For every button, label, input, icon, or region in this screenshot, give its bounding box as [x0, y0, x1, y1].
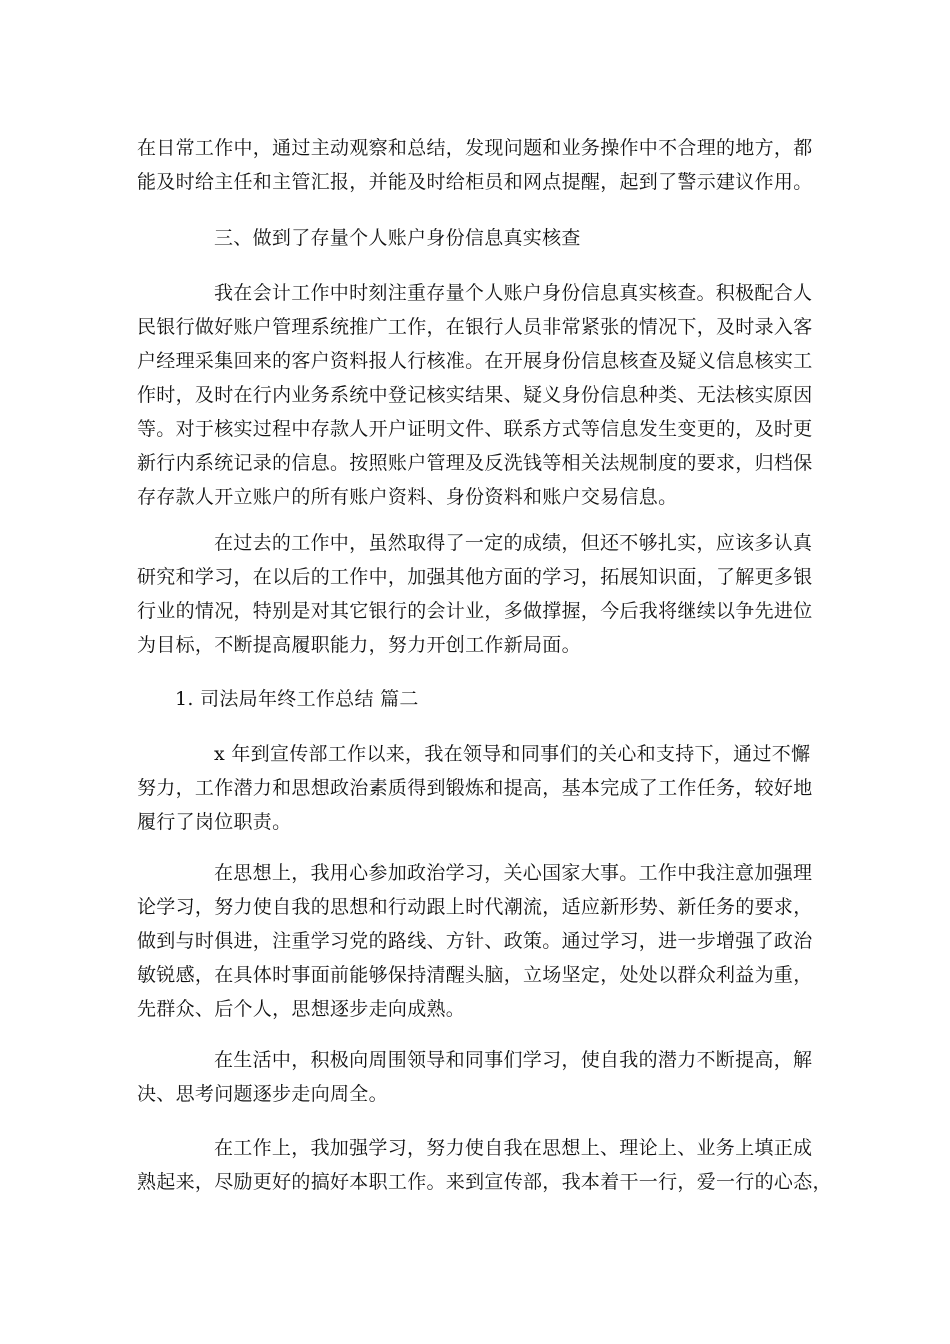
text-line: 履行了岗位职责。 [137, 811, 292, 833]
text-line: 敏锐感，在具体时事面前能够保持清醒头脑，立场坚定，处处以群众利益为重， [137, 964, 813, 986]
heading-text: 1. 司法局年终工作总结 篇二 [175, 688, 419, 710]
text-line: 户经理采集回来的客户资料报人行核准。在开展身份信息核查及疑义信息核实工 [137, 350, 813, 372]
paragraph-past-work [137, 526, 827, 662]
heading-text: 三、做到了存量个人账户身份信息真实核查 [214, 227, 581, 249]
text-line: x 年到宣传部工作以来，我在领导和同事们的关心和支持下，通过不懈 [214, 743, 811, 765]
text-line: 等。对于核实过程中存款人开户证明文件、联系方式等信息发生变更的，及时更 [137, 418, 813, 440]
paragraph-daily-work [137, 131, 827, 199]
text-line: 民银行做好账户管理系统推广工作，在银行人员非常紧张的情况下，及时录入客 [137, 316, 813, 338]
text-line: 决、思考问题逐步走向周全。 [137, 1083, 388, 1105]
section-heading-part-two [137, 682, 827, 716]
text-line: 先群众、后个人，思想逐步走向成熟。 [137, 998, 466, 1020]
text-line: 行业的情况，特别是对其它银行的会计业，多做撑握，今后我将继续以争先进位 [137, 600, 813, 622]
text-line: 做到与时俱进，注重学习党的路线、方针、政策。通过学习，进一步增强了政治 [137, 930, 813, 952]
text-line: 努力，工作潜力和思想政治素质得到锻炼和提高，基本完成了工作任务，较好地 [137, 777, 813, 799]
text-line: 作时，及时在行内业务系统中登记核实结果、疑义身份信息种类、无法核实原因 [137, 384, 813, 406]
section-heading-three [137, 221, 827, 255]
paragraph-ideology [137, 856, 827, 1026]
text-line: 在生活中，积极向周围领导和同事们学习，使自我的潜力不断提高，解 [214, 1049, 813, 1071]
text-line: 论学习，努力使自我的思想和行动跟上时代潮流，适应新形势、新任务的要求， [137, 896, 813, 918]
text-line: 在日常工作中，通过主动观察和总结，发现问题和业务操作中不合理的地方，都 [137, 137, 813, 159]
text-line: 新行内系统记录的信息。按照账户管理及反洗钱等相关法规制度的要求，归档保 [137, 452, 813, 474]
text-line: 存存款人开立账户的所有账户资料、身份资料和账户交易信息。 [137, 486, 678, 508]
text-line: 为目标，不断提高履职能力，努力开创工作新局面。 [137, 634, 581, 656]
paragraph-propaganda-intro [137, 737, 827, 839]
text-line: 在思想上，我用心参加政治学习，关心国家大事。工作中我注意加强理 [214, 862, 813, 884]
paragraph-life [137, 1043, 827, 1111]
text-line: 研究和学习，在以后的工作中，加强其他方面的学习，拓展知识面，了解更多银 [137, 566, 813, 588]
text-line: 我在会计工作中时刻注重存量个人账户身份信息真实核查。积极配合人 [214, 282, 813, 304]
text-line: 在工作上，我加强学习，努力使自我在思想上、理论上、业务上填正成 [214, 1137, 813, 1159]
text-line: 能及时给主任和主管汇报，并能及时给柜员和网点提醒，起到了警示建议作用。 [137, 171, 813, 193]
text-line: 熟起来，尽励更好的搞好本职工作。来到宣传部，我本着干一行，爱一行的心态， [137, 1171, 832, 1193]
paragraph-account-verification [137, 276, 827, 514]
paragraph-work [137, 1131, 832, 1199]
text-line: 在过去的工作中，虽然取得了一定的成绩，但还不够扎实，应该多认真 [214, 532, 813, 554]
